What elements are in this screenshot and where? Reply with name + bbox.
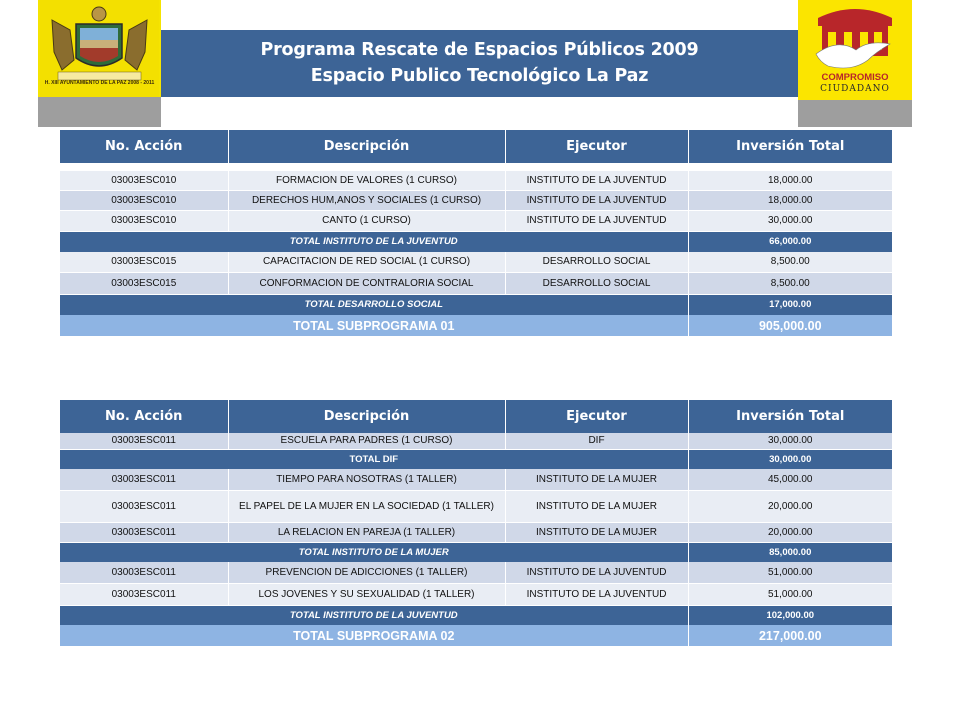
page-title: Programa Rescate de Espacios Públicos 2009 — [260, 40, 699, 60]
logo-text-compromiso: COMPROMISO — [821, 72, 889, 83]
column-header-descripcion: Descripción — [228, 400, 505, 433]
cell-ejecutor: DESARROLLO SOCIAL — [505, 272, 688, 294]
table-header-row — [60, 400, 892, 433]
table-row — [60, 433, 892, 449]
table-row — [60, 522, 892, 542]
cell-ejecutor: DIF — [505, 433, 688, 449]
table-row — [60, 469, 892, 490]
cell-inversion: 8,500.00 — [688, 252, 892, 272]
table-row — [60, 583, 892, 605]
subtotal-row — [60, 231, 892, 252]
cell-ejecutor: INSTITUTO DE LA JUVENTUD — [505, 190, 688, 210]
municipal-crest-logo — [38, 0, 161, 127]
cell-ejecutor: INSTITUTO DE LA MUJER — [505, 469, 688, 490]
subtotal-label: TOTAL DIF — [60, 449, 688, 469]
table-row — [60, 562, 892, 583]
cell-descripcion: CONFORMACION DE CONTRALORIA SOCIAL — [228, 272, 505, 294]
cell-accion: 03003ESC015 — [60, 252, 228, 272]
cell-descripcion: LA RELACION EN PAREJA (1 TALLER) — [228, 522, 505, 542]
table-subprograma-02 — [60, 400, 892, 646]
cell-inversion: 18,000.00 — [688, 171, 892, 190]
column-header-descripcion: Descripción — [228, 130, 505, 163]
table-subprograma-01 — [60, 130, 892, 336]
subtotal-label: TOTAL INSTITUTO DE LA MUJER — [60, 542, 688, 562]
crest-caption: H. XIII AYUNTAMIENTO DE LA PAZ 2008 - 2011 — [44, 80, 155, 86]
cell-ejecutor: INSTITUTO DE LA JUVENTUD — [505, 583, 688, 605]
cell-accion: 03003ESC011 — [60, 522, 228, 542]
title-banner — [161, 30, 798, 97]
cell-inversion: 51,000.00 — [688, 562, 892, 583]
cell-accion: 03003ESC010 — [60, 210, 228, 231]
table-row — [60, 190, 892, 210]
cell-inversion: 30,000.00 — [688, 433, 892, 449]
cell-inversion: 45,000.00 — [688, 469, 892, 490]
grand-total-value: 905,000.00 — [688, 315, 892, 336]
subtotal-row — [60, 449, 892, 469]
cell-descripcion: CANTO (1 CURSO) — [228, 210, 505, 231]
subtotal-value: 30,000.00 — [688, 449, 892, 469]
cell-descripcion: LOS JOVENES Y SU SEXUALIDAD (1 TALLER) — [228, 583, 505, 605]
cell-inversion: 20,000.00 — [688, 522, 892, 542]
cell-descripcion: EL PAPEL DE LA MUJER EN LA SOCIEDAD (1 TALLER) — [228, 490, 505, 522]
cell-descripcion: PREVENCION DE ADICCIONES (1 TALLER) — [228, 562, 505, 583]
column-header-inversion: Inversión Total — [688, 130, 892, 163]
cell-inversion: 18,000.00 — [688, 190, 892, 210]
cell-accion: 03003ESC011 — [60, 583, 228, 605]
cell-descripcion: ESCUELA PARA PADRES (1 CURSO) — [228, 433, 505, 449]
cell-ejecutor: INSTITUTO DE LA JUVENTUD — [505, 210, 688, 231]
table-row — [60, 210, 892, 231]
table-row — [60, 252, 892, 272]
cell-ejecutor: INSTITUTO DE LA MUJER — [505, 522, 688, 542]
cell-accion: 03003ESC011 — [60, 490, 228, 522]
column-header-inversion: Inversión Total — [688, 400, 892, 433]
table-row — [60, 272, 892, 294]
page-subtitle: Espacio Publico Tecnológico La Paz — [310, 66, 649, 86]
subtotal-label: TOTAL INSTITUTO DE LA JUVENTUD — [60, 605, 688, 625]
grand-total-value: 217,000.00 — [688, 625, 892, 646]
table-header-row — [60, 130, 892, 163]
subtotal-value: 85,000.00 — [688, 542, 892, 562]
cell-descripcion: TIEMPO PARA NOSOTRAS (1 TALLER) — [228, 469, 505, 490]
header-white-strip — [161, 97, 798, 127]
cell-accion: 03003ESC011 — [60, 562, 228, 583]
grand-total-label: TOTAL SUBPROGRAMA 02 — [60, 625, 688, 646]
table-row — [60, 171, 892, 190]
subtotal-value: 17,000.00 — [688, 294, 892, 315]
logo-text-ciudadano: CIUDADANO — [820, 84, 890, 94]
subtotal-value: 66,000.00 — [688, 231, 892, 252]
subtotal-value: 102,000.00 — [688, 605, 892, 625]
grand-total-label: TOTAL SUBPROGRAMA 01 — [60, 315, 688, 336]
subtotal-row — [60, 542, 892, 562]
cell-accion: 03003ESC015 — [60, 272, 228, 294]
cell-inversion: 30,000.00 — [688, 210, 892, 231]
cell-inversion: 51,000.00 — [688, 583, 892, 605]
compromiso-ciudadano-logo — [798, 0, 912, 127]
cell-ejecutor: INSTITUTO DE LA JUVENTUD — [505, 562, 688, 583]
subtotal-label: TOTAL INSTITUTO DE LA JUVENTUD — [60, 231, 688, 252]
column-header-ejecutor: Ejecutor — [505, 400, 688, 433]
subtotal-row — [60, 294, 892, 315]
table-row — [60, 490, 892, 522]
cell-descripcion: FORMACION DE VALORES (1 CURSO) — [228, 171, 505, 190]
column-header-ejecutor: Ejecutor — [505, 130, 688, 163]
cell-descripcion: DERECHOS HUM,ANOS Y SOCIALES (1 CURSO) — [228, 190, 505, 210]
column-header-accion: No. Acción — [60, 130, 228, 163]
cell-descripcion: CAPACITACION DE RED SOCIAL (1 CURSO) — [228, 252, 505, 272]
column-header-accion: No. Acción — [60, 400, 228, 433]
cell-ejecutor: INSTITUTO DE LA JUVENTUD — [505, 171, 688, 190]
cell-inversion: 20,000.00 — [688, 490, 892, 522]
cell-accion: 03003ESC011 — [60, 433, 228, 449]
grand-total-row — [60, 315, 892, 336]
cell-ejecutor: INSTITUTO DE LA MUJER — [505, 490, 688, 522]
subtotal-label: TOTAL DESARROLLO SOCIAL — [60, 294, 688, 315]
cell-accion: 03003ESC010 — [60, 190, 228, 210]
cell-accion: 03003ESC010 — [60, 171, 228, 190]
subtotal-row — [60, 605, 892, 625]
cell-inversion: 8,500.00 — [688, 272, 892, 294]
grand-total-row — [60, 625, 892, 646]
cell-accion: 03003ESC011 — [60, 469, 228, 490]
cell-ejecutor: DESARROLLO SOCIAL — [505, 252, 688, 272]
